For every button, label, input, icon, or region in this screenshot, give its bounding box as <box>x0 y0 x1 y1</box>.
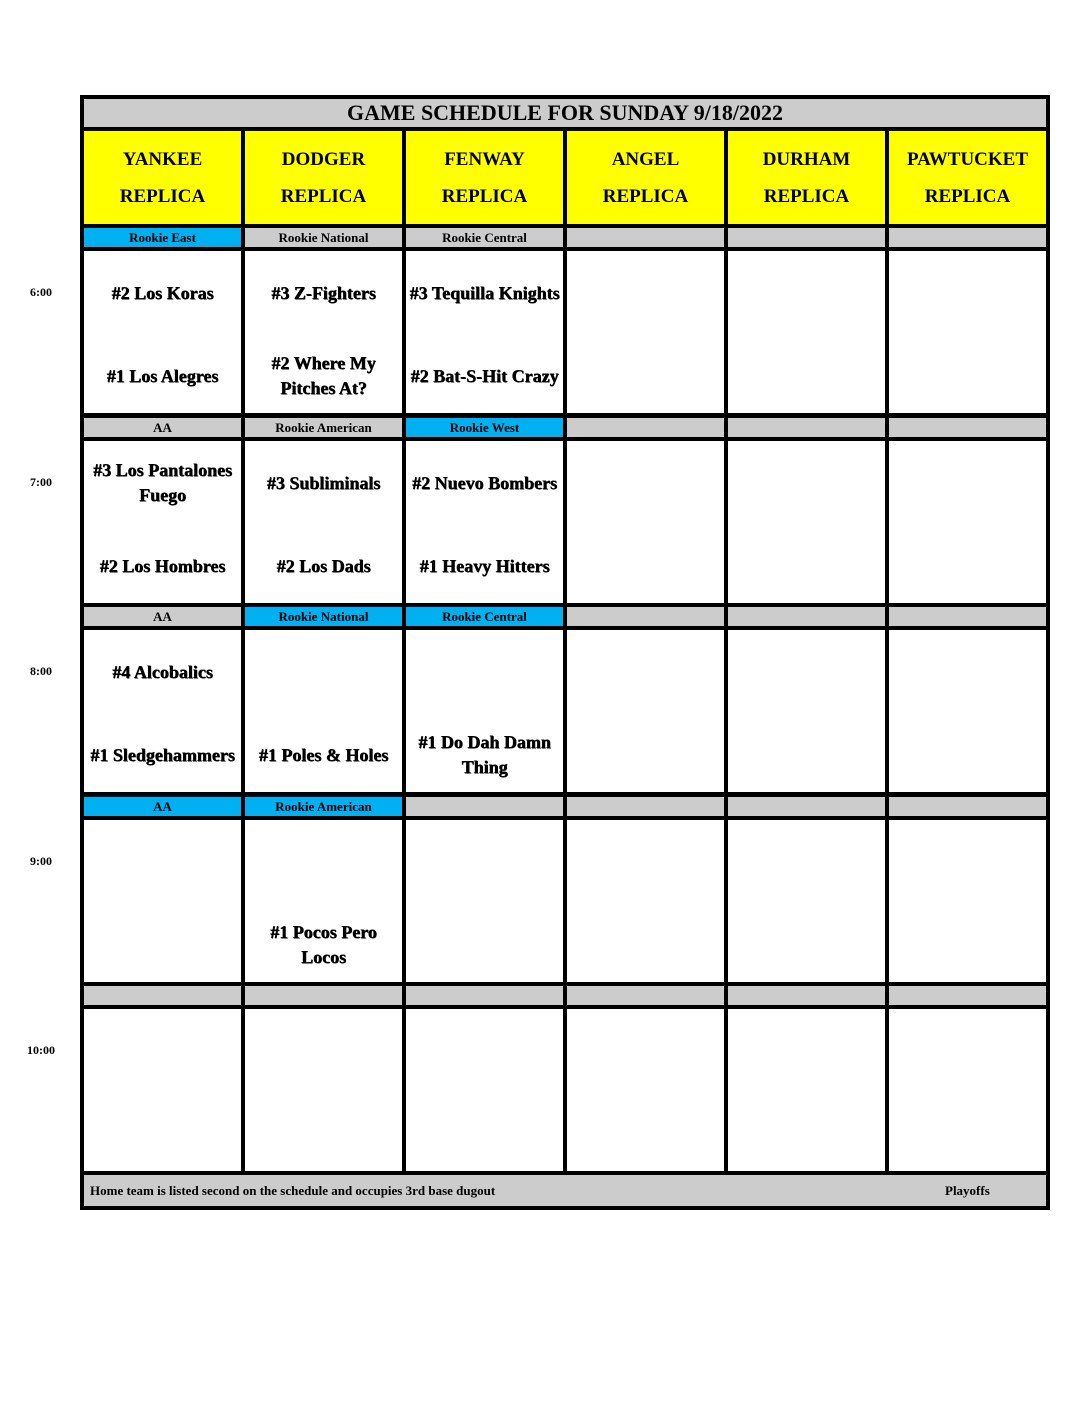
away-team <box>567 1023 724 1079</box>
playoffs-label: Playoffs <box>945 1182 990 1198</box>
home-team-note: Home team is listed second on the schedule and occupies 3rd base dugout <box>90 1182 496 1198</box>
home-team: #1 Sledgehammers <box>90 744 235 765</box>
division-label <box>567 986 724 1005</box>
division-label <box>567 228 724 247</box>
time-slot-label: 8:00 <box>30 664 52 678</box>
game-cell <box>728 630 885 792</box>
home-team <box>567 538 724 594</box>
field-name: DURHAM <box>762 148 851 170</box>
division-label <box>567 418 724 437</box>
home-team <box>728 727 885 783</box>
home-team <box>889 538 1046 594</box>
schedule-table <box>80 95 1050 1210</box>
away-team: #2 Los Koras <box>111 282 214 303</box>
home-team <box>889 917 1046 973</box>
home-team <box>406 917 563 973</box>
away-team <box>728 834 885 890</box>
field-header-durham <box>728 131 885 224</box>
home-team <box>728 348 885 404</box>
away-team: #3 Tequilla Knights <box>409 282 560 303</box>
field-header-dodger <box>245 131 402 224</box>
away-team <box>84 1023 241 1079</box>
division-label <box>406 797 563 816</box>
time-column <box>0 0 82 1408</box>
home-team <box>728 538 885 594</box>
game-cell <box>245 441 402 603</box>
division-label <box>889 986 1046 1005</box>
game-cell <box>406 441 563 603</box>
away-team <box>245 834 402 890</box>
field-subtitle: REPLICA <box>280 185 367 207</box>
game-cell <box>245 630 402 792</box>
game-cell <box>889 1009 1046 1171</box>
schedule-footer <box>84 1175 1046 1206</box>
game-cell <box>889 630 1046 792</box>
field-header-fenway <box>406 131 563 224</box>
field-name: YANKEE <box>122 148 203 170</box>
game-cell <box>406 630 563 792</box>
division-label <box>567 797 724 816</box>
division-label: Rookie Central <box>406 607 563 626</box>
game-cell <box>84 630 241 792</box>
game-cell <box>567 820 724 982</box>
division-label <box>728 607 885 626</box>
field-subtitle: REPLICA <box>119 185 206 207</box>
field-name: DODGER <box>281 148 366 170</box>
away-team: #3 Z-Fighters <box>271 282 376 303</box>
away-team: #3 Subliminals <box>266 472 381 493</box>
division-label: Rookie East <box>84 228 241 247</box>
schedule-title: GAME SCHEDULE FOR SUNDAY 9/18/2022 <box>84 99 1046 127</box>
game-cell <box>889 820 1046 982</box>
game-cell <box>889 251 1046 413</box>
away-team <box>889 1023 1046 1079</box>
home-team: #1 Poles & Holes <box>258 744 389 765</box>
home-team <box>728 1106 885 1162</box>
home-team: #1 Pocos Pero Locos <box>270 922 377 967</box>
field-subtitle: REPLICA <box>602 185 689 207</box>
away-team <box>84 834 241 890</box>
game-cell <box>84 1009 241 1171</box>
home-team <box>84 917 241 973</box>
home-team <box>84 1106 241 1162</box>
game-cell <box>245 1009 402 1171</box>
away-team <box>406 644 563 700</box>
field-name: PAWTUCKET <box>906 148 1029 170</box>
game-cell <box>406 1009 563 1171</box>
field-subtitle: REPLICA <box>924 185 1011 207</box>
division-label: Rookie National <box>245 607 402 626</box>
home-team: #1 Do Dah Damn Thing <box>418 732 551 777</box>
home-team: #2 Where My Pitches At? <box>271 353 376 398</box>
division-label <box>84 986 241 1005</box>
game-cell <box>567 1009 724 1171</box>
game-cell <box>567 441 724 603</box>
home-team: #2 Los Hombres <box>99 555 226 576</box>
away-team <box>889 265 1046 321</box>
time-slot-label: 7:00 <box>30 475 52 489</box>
division-label <box>728 228 885 247</box>
division-label: Rookie American <box>245 797 402 816</box>
game-cell <box>728 820 885 982</box>
division-label: Rookie West <box>406 418 563 437</box>
away-team <box>567 265 724 321</box>
field-subtitle: REPLICA <box>763 185 850 207</box>
away-team <box>728 265 885 321</box>
away-team <box>245 644 402 700</box>
away-team <box>406 1023 563 1079</box>
home-team: #2 Los Dads <box>276 555 371 576</box>
field-header-angel <box>567 131 724 224</box>
game-cell <box>889 441 1046 603</box>
away-team <box>889 834 1046 890</box>
time-slot-label: 6:00 <box>30 285 52 299</box>
field-name: ANGEL <box>611 148 680 170</box>
away-team <box>728 644 885 700</box>
home-team <box>567 348 724 404</box>
away-team <box>728 455 885 511</box>
home-team <box>728 917 885 973</box>
home-team: #2 Bat-S-Hit Crazy <box>410 365 559 386</box>
division-label <box>728 986 885 1005</box>
home-team <box>889 348 1046 404</box>
away-team <box>567 834 724 890</box>
game-cell <box>728 1009 885 1171</box>
away-team <box>889 455 1046 511</box>
home-team <box>567 727 724 783</box>
home-team <box>567 1106 724 1162</box>
division-label: AA <box>84 797 241 816</box>
away-team <box>728 1023 885 1079</box>
game-cell <box>728 441 885 603</box>
division-label <box>889 418 1046 437</box>
away-team <box>567 455 724 511</box>
home-team <box>567 917 724 973</box>
home-team: #1 Los Alegres <box>106 365 219 386</box>
game-cell <box>245 820 402 982</box>
game-cell <box>406 820 563 982</box>
game-cell <box>84 251 241 413</box>
game-cell <box>84 441 241 603</box>
away-team <box>406 834 563 890</box>
division-label: Rookie American <box>245 418 402 437</box>
home-team <box>245 1106 402 1162</box>
game-cell <box>245 251 402 413</box>
division-label <box>889 797 1046 816</box>
division-label <box>889 228 1046 247</box>
division-label <box>567 607 724 626</box>
away-team: #3 Los Pantalones Fuego <box>92 460 233 505</box>
game-cell <box>406 251 563 413</box>
division-label: AA <box>84 418 241 437</box>
field-name: FENWAY <box>444 148 525 170</box>
time-slot-label: 9:00 <box>30 854 52 868</box>
division-label <box>728 797 885 816</box>
game-cell <box>728 251 885 413</box>
division-label <box>728 418 885 437</box>
home-team <box>889 1106 1046 1162</box>
game-cell <box>567 630 724 792</box>
away-team <box>567 644 724 700</box>
home-team <box>406 1106 563 1162</box>
division-label <box>889 607 1046 626</box>
time-slot-label: 10:00 <box>27 1043 55 1057</box>
division-label: AA <box>84 607 241 626</box>
away-team <box>889 644 1046 700</box>
game-cell <box>84 820 241 982</box>
division-label <box>406 986 563 1005</box>
home-team: #1 Heavy Hitters <box>419 555 550 576</box>
field-header-pawtucket <box>889 131 1046 224</box>
division-label: Rookie Central <box>406 228 563 247</box>
division-label: Rookie National <box>245 228 402 247</box>
game-cell <box>567 251 724 413</box>
away-team <box>245 1023 402 1079</box>
division-label <box>245 986 402 1005</box>
away-team: #4 Alcobalics <box>112 661 213 682</box>
field-header-yankee <box>84 131 241 224</box>
away-team: #2 Nuevo Bombers <box>412 472 557 493</box>
home-team <box>889 727 1046 783</box>
field-subtitle: REPLICA <box>441 185 528 207</box>
